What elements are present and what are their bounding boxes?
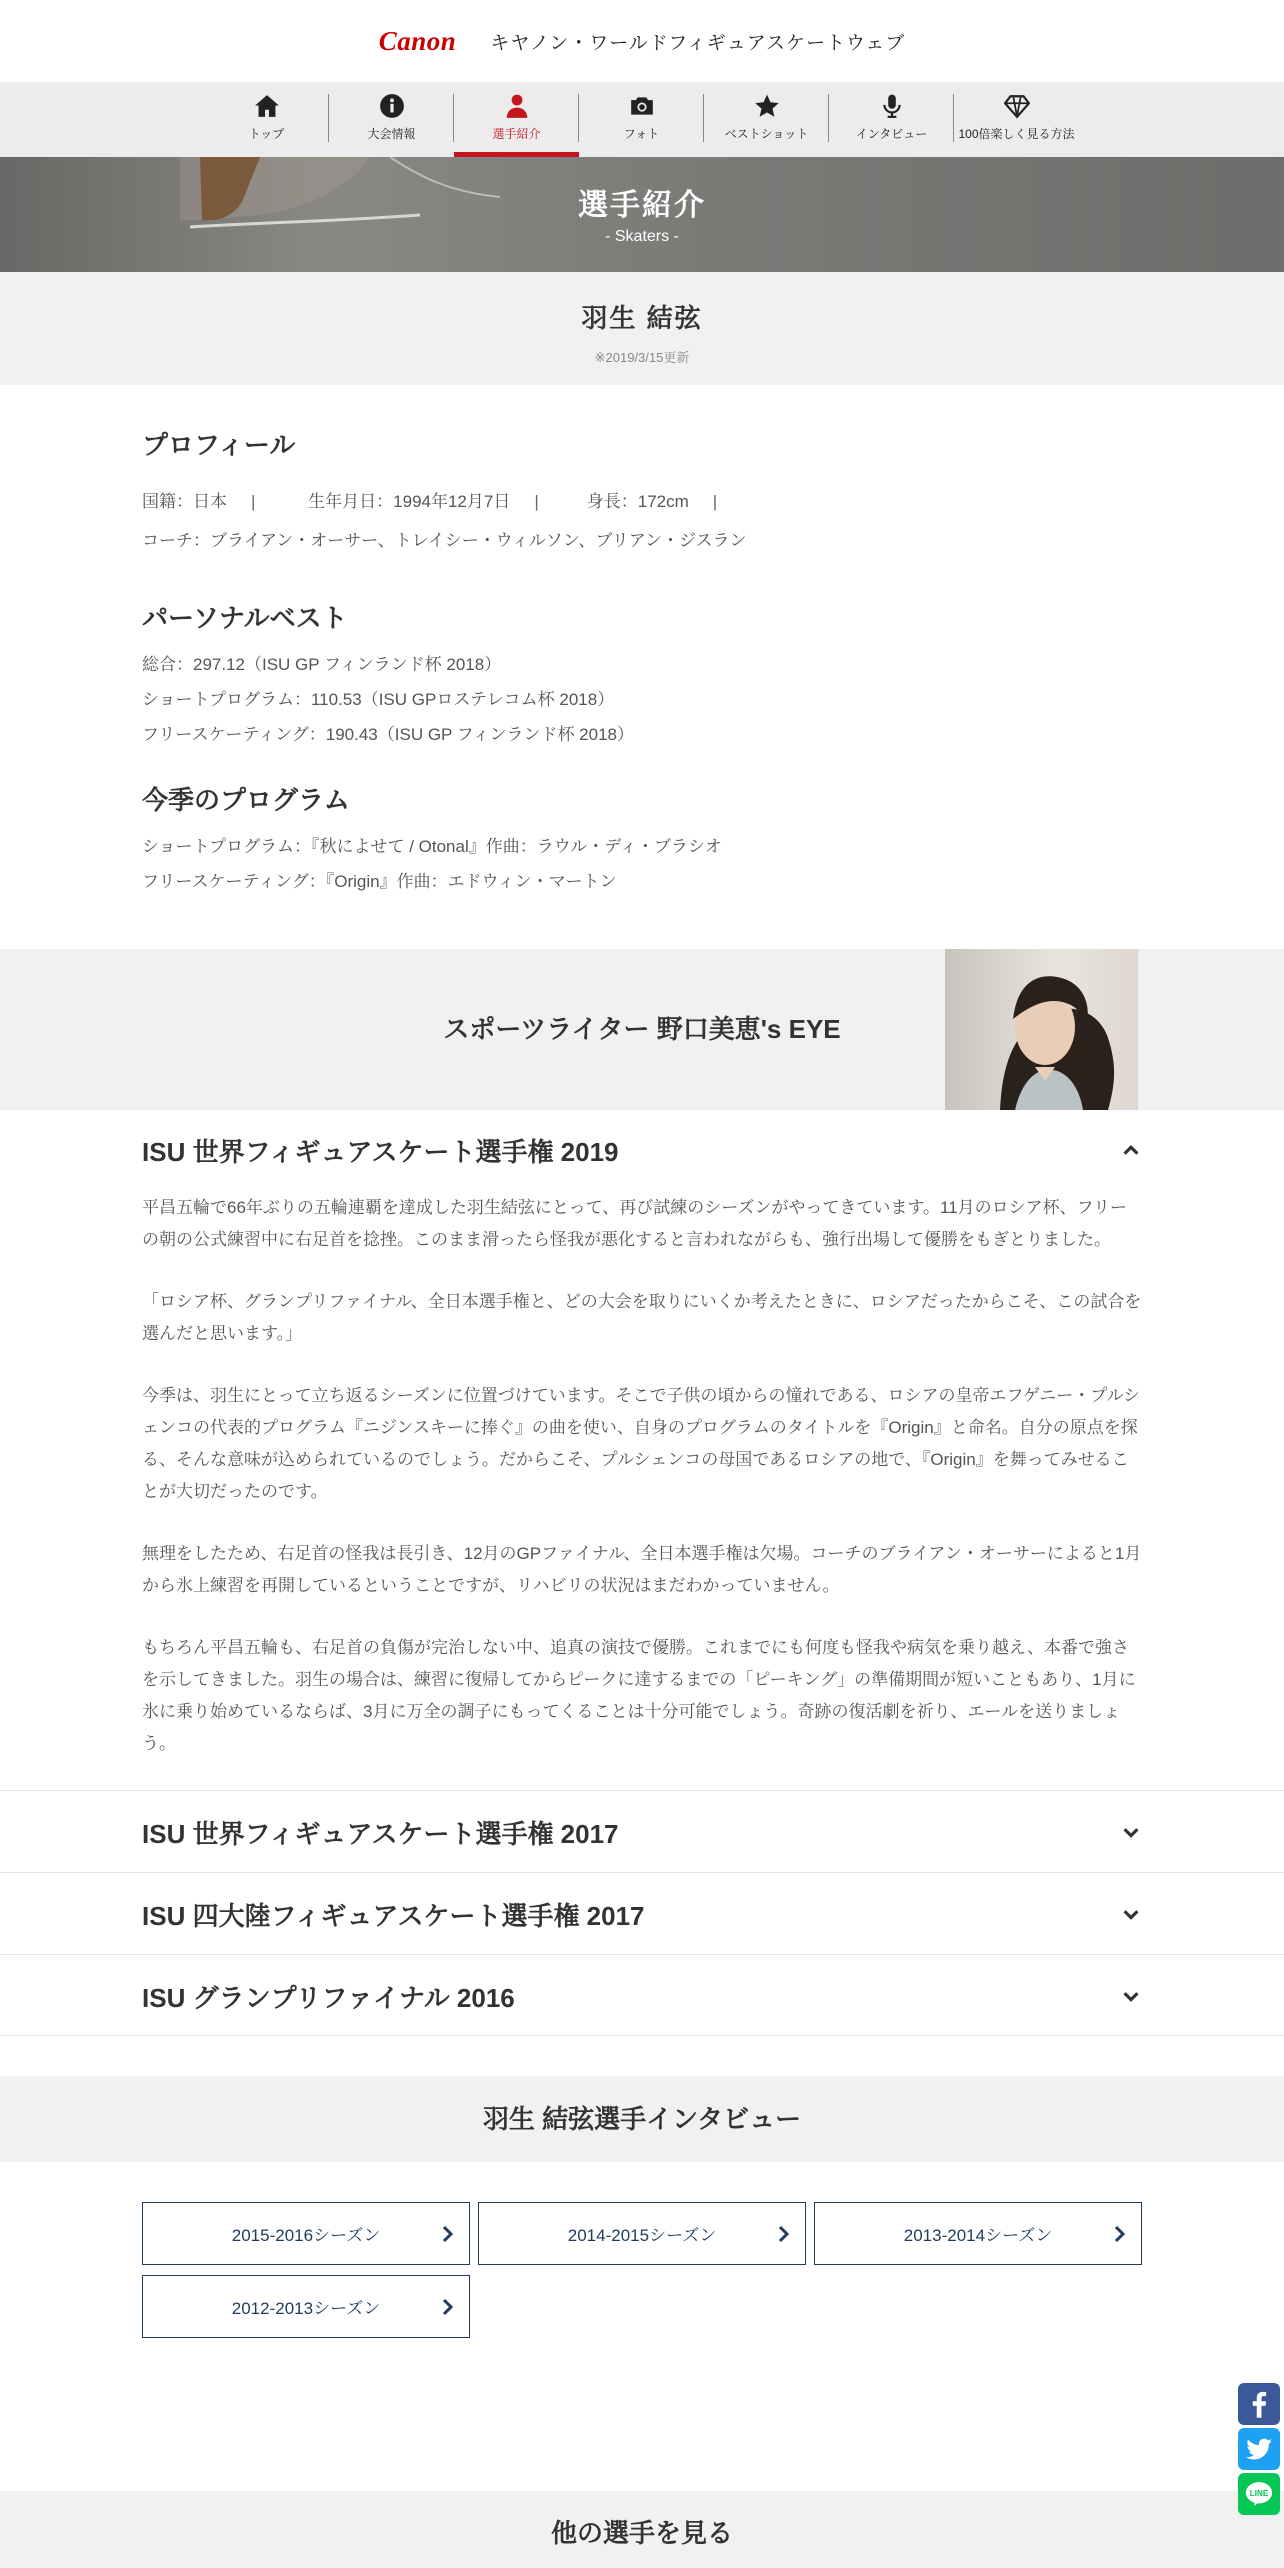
season-buttons — [142, 2202, 1142, 2338]
season-label: 2015-2016シーズン — [231, 2226, 381, 2245]
chevron-down-icon — [1120, 1903, 1142, 1925]
facebook-share-button[interactable] — [1238, 2383, 1280, 2425]
accordion-header-2019[interactable] — [142, 1110, 1142, 1190]
profile-basic-info — [142, 484, 1142, 519]
camera-icon — [629, 93, 655, 119]
nav-item-top[interactable] — [204, 82, 329, 157]
nav-item-event-info[interactable] — [329, 82, 454, 157]
chevron-right-icon — [1111, 2224, 1129, 2244]
hero-subtitle: - Skaters - — [605, 228, 679, 245]
profile-heading: プロフィール — [142, 430, 296, 460]
height: 身長：172cm — [586, 492, 689, 511]
season-label: 2013-2014シーズン — [903, 2226, 1053, 2245]
season-button-2012-2013[interactable] — [142, 2275, 470, 2338]
nav-item-best-shot[interactable] — [704, 82, 829, 157]
accordion-title: ISU グランプリファイナル 2016 — [142, 1982, 515, 2013]
accordion-title: ISU 世界フィギュアスケート選手権 2017 — [142, 1818, 619, 1849]
chevron-up-icon — [1120, 1139, 1142, 1161]
nav-label: フォト — [623, 127, 660, 141]
line-share-button[interactable] — [1238, 2473, 1280, 2515]
season-button-2015-2016[interactable] — [142, 2202, 470, 2265]
nationality: 国籍：日本 — [142, 492, 227, 511]
updated-date: ※2019/3/15更新 — [594, 350, 690, 365]
person-icon — [504, 93, 530, 119]
writer-eye-band — [0, 949, 1284, 1110]
coach: コーチ：ブライアン・オーサー、トレイシー・ウィルソン、ブリアン・ジスラン — [142, 531, 747, 550]
writer-photo — [945, 949, 1138, 1110]
nav-item-guide[interactable] — [954, 82, 1079, 157]
personal-best-section — [142, 598, 1142, 752]
pb-total: 総合：297.12（ISU GP フィンランド杯 2018） — [142, 655, 502, 674]
site-header — [0, 0, 1284, 82]
accordion-body — [142, 1190, 1142, 1760]
program-heading: 今季のプログラム — [142, 785, 350, 815]
program-section — [142, 780, 1142, 899]
program-short: ショートプログラム：『秋によせて / Otonal』作曲：ラウル・ディ・ブラシオ — [142, 837, 722, 856]
accordion-open — [0, 1110, 1284, 1760]
birthday: 生年月日：1994年12月7日 — [308, 492, 511, 511]
skater-name-band — [0, 272, 1284, 385]
line-icon — [1244, 2479, 1274, 2509]
program-free: フリースケーティング：『Origin』作曲：エドウィン・マートン — [142, 872, 617, 891]
article-paragraph: 今季は、羽生にとって立ち返るシーズンに位置づけています。そこで子供の頃からの憧れである、ロシアの皇帝エフゲニー・プルシェンコの代表的プログラム『ニジンスキーに捧ぐ』の曲を使い、自身のプログラムのタイトルを『Origin』と命名。自分の原点を探る、そんな意味が込められているのでしょう。だからこそ、プルシェンコの母国であるロシアの地で、『Origin』を舞ってみせることが大切だったのです。 — [142, 1386, 1141, 1501]
site-title[interactable]: キヤノン・ワールドフィギュアスケートウェブ — [490, 32, 906, 54]
diamond-icon — [1004, 93, 1030, 119]
article-paragraph: 無理をしたため、右足首の怪我は長引き、12月のGPファイナル、全日本選手権は欠場。コーチのブライアン・オーサーによると1月から氷上練習を再開しているということですが、リハビリの状況はまだわかっていません。 — [142, 1544, 1142, 1595]
facebook-icon — [1244, 2389, 1274, 2419]
season-label: 2014-2015シーズン — [567, 2226, 717, 2245]
nav-label: ベストショット — [724, 127, 809, 141]
season-label: 2012-2013シーズン — [231, 2299, 381, 2318]
chevron-right-icon — [775, 2224, 793, 2244]
accordion-list — [0, 1790, 1284, 2036]
hero-banner — [0, 157, 1284, 272]
info-icon — [379, 93, 405, 119]
accordion-title: ISU 四大陸フィギュアスケート選手権 2017 — [142, 1900, 645, 1931]
separator: | — [251, 492, 256, 511]
microphone-icon — [879, 93, 905, 119]
profile-section — [142, 385, 1142, 558]
season-button-2014-2015[interactable] — [478, 2202, 806, 2265]
season-button-2013-2014[interactable] — [814, 2202, 1142, 2265]
line-label: LINE — [1249, 2488, 1269, 2498]
chevron-right-icon — [439, 2224, 457, 2244]
nav-label: 100倍楽しく見る方法 — [958, 127, 1075, 141]
star-icon — [754, 93, 780, 119]
interview-heading: 羽生 結弦選手インタビュー — [0, 2076, 1284, 2162]
nav-item-photo[interactable] — [579, 82, 704, 157]
accordion-title: ISU 世界フィギュアスケート選手権 2019 — [142, 1136, 619, 1167]
nav-label: 大会情報 — [367, 127, 416, 141]
pb-free: フリースケーティング：190.43（ISU GP フィンランド杯 2018） — [142, 725, 634, 744]
main-nav — [0, 82, 1284, 157]
nav-label: 選手紹介 — [492, 127, 541, 141]
article-paragraph: 平昌五輪で66年ぶりの五輪連覇を達成した羽生結弦にとって、再び試練のシーズンがやってきています。11月のロシア杯、フリーの朝の公式練習中に右足首を捻挫。このまま滑ったら怪我が悪化すると言われながらも、強行出場して優勝をもぎとりました。 — [142, 1198, 1127, 1249]
article-paragraph: もちろん平昌五輪も、右足首の負傷が完治しない中、追真の演技で優勝。これまでにも何度も怪我や病気を乗り越え、本番で強さを示してきました。羽生の場合は、練習に復帰してからピークに達するまでの「ピーキング」の準備期間が短いこともあり、1月に氷に乗り始めているならば、3月に万全の調子にもってくることは十分可能でしょう。奇跡の復活劇を祈り、エールを送りましょう。 — [142, 1638, 1136, 1753]
nav-label: インタビュー — [855, 127, 928, 141]
chevron-down-icon — [1120, 1985, 1142, 2007]
accordion-header-2016-gp-final[interactable] — [0, 1954, 1284, 2036]
personal-best-heading: パーソナルベスト — [142, 603, 348, 633]
accordion-header-2017-four-continents[interactable] — [0, 1872, 1284, 1954]
canon-logo[interactable]: Canon — [378, 25, 457, 56]
chevron-right-icon — [439, 2297, 457, 2317]
twitter-share-button[interactable] — [1238, 2428, 1280, 2470]
hero-title: 選手紹介 — [578, 189, 706, 222]
nav-item-skaters[interactable] — [454, 82, 579, 157]
writer-eye-title: スポーツライター 野口美恵's EYE — [443, 1014, 841, 1044]
other-skaters-heading[interactable]: 他の選手を見る — [0, 2491, 1284, 2568]
home-icon — [254, 93, 280, 119]
pb-short: ショートプログラム：110.53（ISU GPロステレコム杯 2018） — [142, 690, 615, 709]
chevron-down-icon — [1120, 1821, 1142, 1843]
nav-item-interview[interactable] — [829, 82, 954, 157]
separator: | — [712, 492, 718, 511]
accordion-header-2017-worlds[interactable] — [0, 1790, 1284, 1872]
separator: | — [534, 492, 539, 511]
nav-label: トップ — [248, 127, 285, 141]
skater-name: 羽生 結弦 — [581, 303, 703, 333]
twitter-icon — [1244, 2434, 1274, 2464]
article-paragraph: 「ロシア杯、グランプリファイナル、全日本選手権と、どの大会を取りにいくか考えたときに、ロシアだったからこそ、この試合を選んだと思います。」 — [142, 1292, 1142, 1343]
